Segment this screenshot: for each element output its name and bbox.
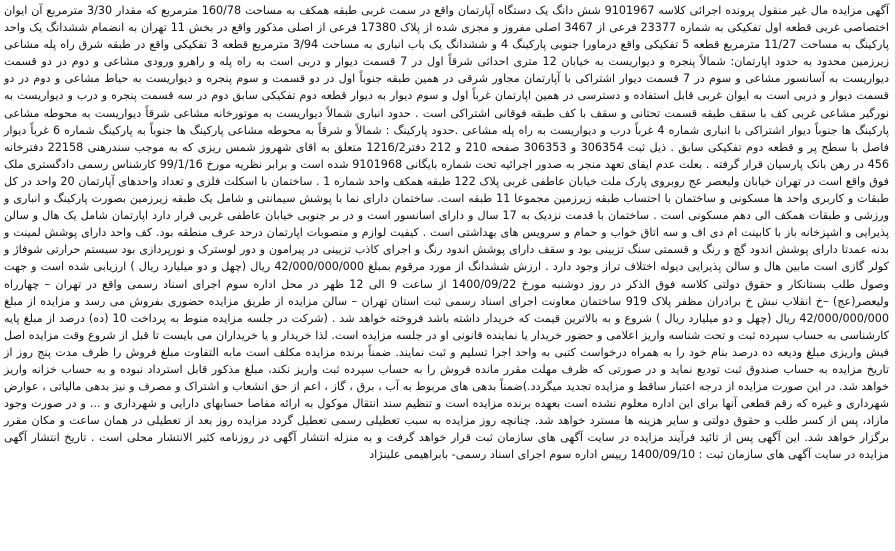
- auction-notice-text: آگهی مزایده مال غیر منقول پرونده اجرائی کلاسه 9101967 شش دانگ یک دستگاه آپارتمان واقع در سمت غربی طبقه همکف به مساحت 160/78 مترمربع که مقدار 3/30 مترمربع آن ایوان اختصاصی غربی قطعه اول تفکیکی به شماره 23377 فرعی از 3467 اصلی مفروز و مجزی شده از پلاک 17380 فرعی از اصلی مذکور واقع در بخش 11 تهران به انضمام ششدانگ یک واحد پارکینگ به مساحت 11/27 مترمربع قطعه 5 تفکیکی واقع درماورا جنوبی پارکینگ 4 و ششدانگ یک باب انباری به مساحت 3/94 مترمربع قطعه 3 تفکیکی واقع در طبقه شرق راه پله مشاعی زیرزمین محدود به حدود اپارتمان: شمالاً پنجره و دیواریست به خیابان 12 متری احداثی شرقاً اول در 7 قسمت دیوار و دربی است به راه پله و راهرو ورودی مشاعی و دوم در دو قسمت دیواریست به آسانسور مشاعی و سوم در 7 قسمت دیوار اشتراکی با آپارتمان مجاور شرقی در همین طبقه جنوباً اول در دو قسمت و سوم پنجره و دیواریست به حیاط مشاعی و دوم در دو قسمت دیوار و دربی است به ایوان غربی قابل استفاده و دسترسی در همین اپارتمان غرباً اول و سوم دیوار به دیوار قطعه دوم تفکیکی سابق دوم در سه قسمت پنجره و درب و دیواریست به نورگیر مشاعی غربی کف با سقف طبقه قسمت تحتانی و سقف با کف طبقه فوقانی اشتراکی است . حدود انباری شمالاً دیواریست به موتورخانه مشاعی شرقاً دیواریست به محوطه مشاعی پارکینگ ها جنوباً دیوار اشتراکی با انباری شماره 4 غرباً درب و دیواریست به راه پله مشاعی .حدود پارکینگ : شمالاً و شرقاً به محوطه مشاعی پارکینگ ها جنوباً به پارکینگ شماره 6 غرباً دیوار فاصل با سطح پر و قطعه دوم تفکیکی سابق . ذیل ثبت 306354 و 306353 صفحه 210 و 212 دفتر1216/2 متعلق به اقای شهروز شمس ریزی که به موجب سندرهنی 22158 دفترخانه 456 در رهن بانک پارسیان قرار گرفته . بعلت عدم ایفای تعهد منجر به صدور اجرائیه تحت شماره بایگانی 9101968 شده است و برابر نظریه مورخ 99/1/16 کارشناس رسمی دادگستری ملک فوق واقع است در تهران خیابان ولیعصر عج روبروی پارک ملت خیابان عاطفی غربی پلاک 122 طبقه همکف واحد شماره 1 . ساختمان با اسکلت فلزی و تعداد واحدهای آپارتمان 20 واحد در کل طبقات و کاربری واحد ها مسکونی و ساختمان با احتساب طبقه زیرزمین مجموعا 11 طبقه است. ساختمان دارای نما با پوشش سیمانتی و شامل یک طبقه زیرزمین بصورت پارکینگ و انباری و ورزشی و طبقات همکف الی دهم مسکونی است . ساختمان با قدمت نزدیک به 17 سال و دارای اسانسور است و در بر جنوبی خیابان عاطفی غربی قرار دارد اپارتمان شامل یک هال و سالن پذیرایی و اشپزخانه باز با کابینت ام دی اف و سه اتاق خواب و حمام و سرویس های بهداشتی است . کیفیت لوازم و منصوبات اپارتمان درحد عرف منطقه بود. کف واحد دارای پوشش لمینت و بدنه عمدتا دارای پوشش اندود گچ و رنگ و قسمتی سنگ تزیینی بود و سقف دارای پوشش اندود رنگ و اجرای کاذب تزیینی در پیرامون و دور لوسترک و نورپردازی بود سیستم حرارتی شوفاژ و کولر گازی است مابین هال و سالن پذیرایی دیوله اختلاف تراز وجود دارد . ارزش ششدانگ از مورد مرقوم بمبلغ 42/000/000/000 ریال (چهل و دو میلیارد ریال ) ارزیابی شده است و جهت وصول طلب بستانکار و حقوق دولتی کلاسه فوق الذکر در روز دوشنبه مورخ 1400/09/22 از ساعت 9 الی 12 ظهر در محل اداره سوم اجرای اسناد رسمی واقع در تهران – چهارراه ولیعصر(عج) –خ انقلاب نبش خ برادران مظفر پلاک 919 ساختمان معاونت اجرای اسناد رسمی ثبت استان تهران – سالن مزایده از طریق مزایده حضوری بفروش می رسد و مزایده از مبلغ 42/000/000/000 ریال (چهل و دو میلیارد ریال ) شروع و به بالاترین قیمت که خریدار داشته باشد فروخته خواهد شد . (شرکت در جلسه مزایده منوط به پرداخت 10 (ده) درصد از مبلغ پایه کارشناسی به حساب سپرده ثبت و تحت شناسه واریز اعلامی و حضور خریدار یا نماینده قانونی او در جلسه مزایده است. لذا خریدار و یا خریداران می بایست تا قبل از شروع وقت مزایده اصل فیش واریزی مبلغ ودیعه ده درصد بنام خود را به همراه درخواست کتبی به واحد اجرا تسلیم و ثبت نمایند. ضمناً برنده مزایده مکلف است مابه التفاوت مبلغ فروش را ظرف مدت پنج روز از تاریخ مزایده به حساب صندوق ثبت تودیع نماید و در صورتی که ظرف مهلت مقرر مانده فروش را به حساب سپرده ثبت واریز نکند، مبلغ مذکور قابل استرداد نبوده و به حساب خزانه واریز خواهد شد. در این صورت مزایده از درجه اعتبار ساقط و مزایده تجدید میگردد.)ضمناً بدهی های مربوط به آب ، برق ، گاز ، اعم از حق انشعاب و اشتراک و مصرف و نیز بدهی مالیاتی ، عوارض شهرداری و غیره که رقم قطعی آنها برای این اداره معلوم نشده است بعهده برنده مزایده است و تنظیم سند انتقال موکول به ارائه مفاصا حسابهای دارایی و شهرداری و ... و در صورت وجود مازاد، پس از کسر طلب و حقوق دولتی و سایر هزینه ها مسترد خواهد شد. چنانچه روز مزایده به سبب تعطیلی رسمی تعطیل گردد مزایده روز بعد از تعطیلی در همان ساعت و مکان مقرر برگزار خواهد شد. این آگهی پس از تائید فرآیند مزایده در سایت آگهی های سازمان ثبت قرار خواهد گرفت و به منزله انتشار آگهی در روزنامه کثیر الانتشار محلی است . تاریخ انتشار آگهی مزایده در سایت آگهی های سازمان ثبت : 1400/09/10 رییس اداره سوم اجرای اسناد رسمی- بابراهیمی علینژاد: [4, 4, 890, 462]
